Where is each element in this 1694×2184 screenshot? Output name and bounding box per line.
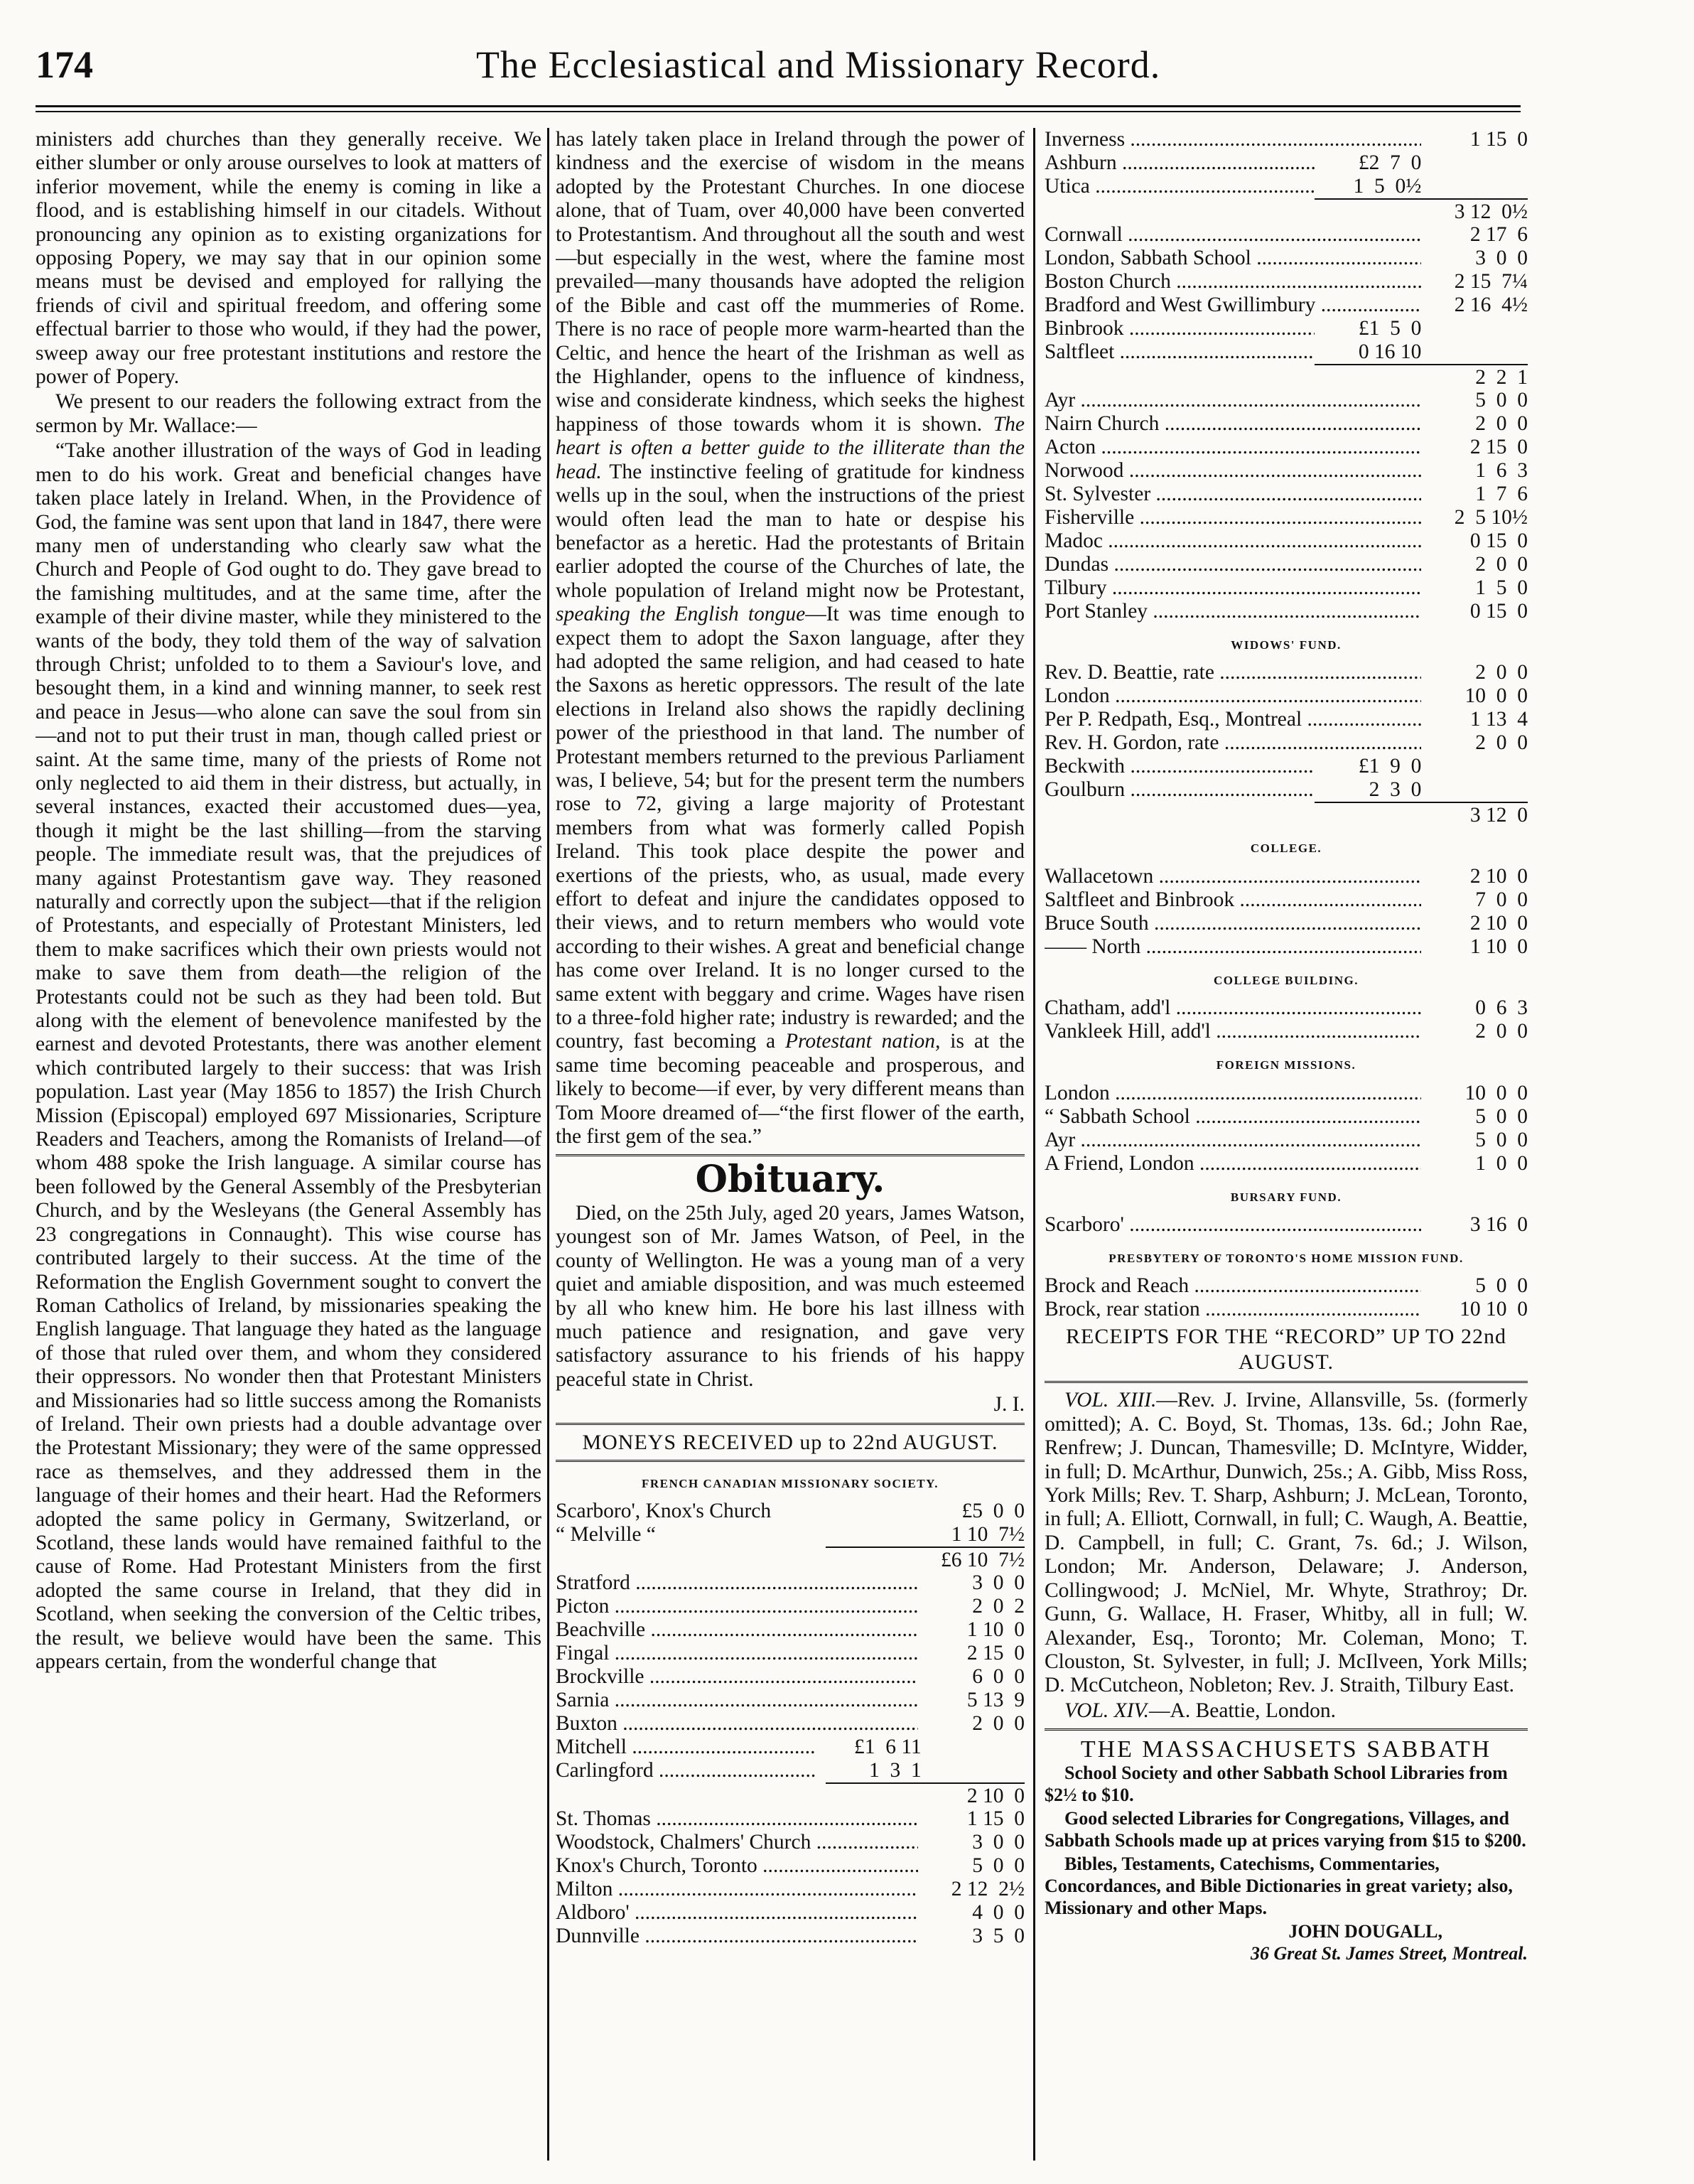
receipt-label: Chatham, add'l ..... [1045, 996, 1421, 1020]
receipt-amount: 2 10 0 [1469, 911, 1528, 935]
receipt-amount: 2 5 10½ [1454, 506, 1528, 529]
receipt-label: Milton ..... [556, 1878, 918, 1901]
receipt-amount: 10 10 0 [1460, 1298, 1528, 1321]
receipt-label: Inverness ..... [1045, 128, 1421, 151]
receipts-sublist [1045, 317, 1528, 364]
advertisement-text: Good selected Libraries for Congregations, Villages, and Sabbath Schools made up at prices varying from $15 to $200. [1045, 1807, 1526, 1851]
advertiser-address: 36 Great St. James Street, Montreal. [1250, 1942, 1528, 1964]
receipts-text: —A. Beattie, London. [1149, 1699, 1337, 1722]
receipt-row [1045, 1082, 1528, 1105]
receipt-row [1045, 912, 1528, 935]
receipt-amount: 2 0 0 [1475, 412, 1528, 435]
receipt-row [1045, 412, 1528, 436]
page-number: 174 [36, 43, 93, 86]
receipt-label: Brock and Reach ..... [1045, 1274, 1421, 1298]
receipt-amount: 2 0 2 [972, 1595, 1025, 1618]
subtotal: £6 10 7½ [826, 1546, 1025, 1571]
page-header [36, 43, 1521, 107]
receipt-amount: £2 7 0 [1358, 151, 1422, 174]
column-2 [556, 128, 1025, 2161]
advertisement-heading: THE MASSACHUSETS SABBATH [1080, 1736, 1492, 1763]
receipt-amount: 1 10 0 [1469, 935, 1528, 958]
receipt-amount: 2 0 0 [972, 1712, 1025, 1736]
receipt-amount: 10 0 0 [1464, 1081, 1528, 1104]
receipt-amount: 3 0 0 [1475, 247, 1528, 269]
receipt-amount: 0 15 0 [1469, 529, 1528, 552]
receipt-row [556, 1571, 1025, 1595]
receipts-list [556, 1571, 1025, 1736]
receipt-label: London ..... [1045, 684, 1421, 708]
receipt-label: Binbrook ..... [1045, 317, 1315, 340]
receipt-amount: £1 9 0 [1358, 755, 1422, 778]
receipt-label: Dunnville ..... [556, 1925, 918, 1948]
receipt-amount: 5 13 9 [966, 1689, 1025, 1712]
receipt-label: —— North ..... [1045, 935, 1421, 959]
receipt-label: Bradford and West Gwillimbury ..... [1045, 294, 1421, 317]
receipt-row [556, 1831, 1025, 1854]
widows-sublist [1045, 755, 1528, 802]
receipt-row [1045, 340, 1421, 364]
receipt-row [1045, 661, 1528, 684]
advertiser-name: JOHN DOUGALL, [1288, 1920, 1442, 1942]
bursary-list [1045, 1213, 1528, 1237]
receipt-amount: 2 0 0 [1475, 553, 1528, 576]
paragraph: ministers add churches than they generally receive. We either slumber or only arouse ourselves to look at matters of inferior movement, while the enemy is coming in like a flood, and is establishing himself in our citadels. Without pronouncing any opinion as to existing organizations for opposing Popery, we may say that in our opinion some means must be devised and employed for rallying the friends of civil and spiritual freedom, and offering some effectual barrier to those who would, if they had the power, sweep away our free protestant institutions and restore the power of Popery. [36, 128, 541, 389]
receipt-amount: £5 0 0 [961, 1500, 1025, 1523]
receipt-label: Saltfleet and Binbrook ..... [1045, 888, 1421, 912]
receipt-label: Ayr ..... [1045, 1129, 1421, 1152]
receipt-label: Tilbury ..... [1045, 576, 1421, 600]
receipt-amount: 2 10 0 [1469, 864, 1528, 888]
section-rule [1045, 1728, 1528, 1731]
receipt-amount: 1 15 0 [1469, 128, 1528, 151]
receipts-list [1045, 389, 1528, 623]
receipt-amount: 4 0 0 [972, 1901, 1025, 1925]
receipt-label: Norwood ..... [1045, 459, 1421, 483]
text-run: is at the same time becoming peaceable and prosperous, and likely to become—if ever, by very different means than Tom Moore dreamed of—“the first flower of the earth, the first gem of the sea.” [556, 1030, 1025, 1149]
receipt-label: Scarboro', Knox's Church [556, 1500, 772, 1523]
receipt-label: “ Sabbath School ..... [1045, 1105, 1421, 1129]
receipt-amount: 10 0 0 [1464, 684, 1528, 708]
receipt-amount: 2 0 0 [1475, 731, 1528, 755]
receipt-amount: 1 10 7½ [951, 1523, 1025, 1546]
receipt-amount: 5 0 0 [1475, 1274, 1528, 1298]
fund-heading: FRENCH CANADIAN MISSIONARY SOCIETY. [641, 1476, 939, 1490]
section-rule [556, 1154, 1025, 1156]
presbytery-list [1045, 1274, 1528, 1321]
receipt-row [1045, 247, 1528, 270]
receipt-row [1045, 553, 1528, 576]
receipt-row [556, 1523, 1025, 1546]
volume-label: VOL. XIV. [1064, 1699, 1150, 1722]
receipts-heading: RECEIPTS FOR THE “RECORD” UP TO 22nd AUGUST. [1066, 1325, 1506, 1375]
receipt-amount: 2 15 0 [1469, 436, 1528, 458]
receipt-amount: 1 3 1 [869, 1759, 922, 1782]
receipt-row [1045, 996, 1528, 1020]
receipt-row [556, 1595, 1025, 1618]
receipt-amount: 1 6 3 [1475, 459, 1528, 482]
receipt-label: Picton ..... [556, 1595, 918, 1618]
receipt-label: “ Melville “ [556, 1523, 656, 1546]
receipt-amount: 5 0 0 [1475, 1104, 1528, 1128]
receipt-label: Bruce South ..... [1045, 912, 1421, 935]
advertisement [1045, 1762, 1528, 1964]
receipt-row [556, 1500, 1025, 1523]
subtotal: 2 10 0 [826, 1782, 1025, 1807]
receipt-label: Beachville ..... [556, 1618, 918, 1642]
receipt-label: Woodstock, Chalmers' Church ..... [556, 1831, 918, 1854]
receipt-label: Aldboro' ..... [556, 1901, 918, 1925]
receipt-amount: 1 7 6 [1475, 483, 1528, 505]
receipt-row [556, 1901, 1025, 1925]
column-3 [1045, 128, 1528, 2161]
fund-heading: COLLEGE BUILDING. [1213, 973, 1359, 987]
receipt-amount: 3 0 0 [972, 1831, 1025, 1854]
receipt-row [1045, 755, 1421, 778]
receipt-row [556, 1618, 1025, 1642]
receipt-label: Rev. D. Beattie, rate ..... [1045, 661, 1421, 684]
receipt-row [1045, 888, 1528, 912]
receipt-amount: 6 0 0 [972, 1665, 1025, 1689]
receipt-row [1045, 270, 1528, 294]
receipt-amount: 2 12 2½ [951, 1878, 1025, 1901]
receipt-label: Stratford ..... [556, 1571, 918, 1595]
receipt-row [1045, 684, 1528, 708]
receipt-label: Madoc ..... [1045, 529, 1421, 553]
receipt-label: Utica ..... [1045, 175, 1315, 198]
running-title: The Ecclesiastical and Missionary Record. [476, 43, 1161, 86]
receipt-label: Carlingford ..... [556, 1759, 815, 1782]
receipt-amount: 1 5 0½ [1353, 175, 1422, 198]
receipt-amount: 2 0 0 [1475, 1020, 1528, 1043]
receipt-label: Acton ..... [1045, 436, 1421, 459]
receipt-amount: 3 5 0 [972, 1925, 1025, 1948]
receipt-amount: 3 0 0 [972, 1571, 1025, 1595]
receipt-row [556, 1854, 1025, 1878]
receipt-row [556, 1712, 1025, 1736]
receipt-row [1045, 865, 1528, 888]
fund-heading: COLLEGE. [1250, 841, 1322, 856]
receipt-row [1045, 1152, 1528, 1176]
receipt-row [1045, 506, 1528, 529]
receipt-amount: 3 16 0 [1469, 1213, 1528, 1237]
receipt-row [556, 1665, 1025, 1689]
receipt-row [1045, 459, 1528, 483]
section-rule [1045, 1381, 1528, 1383]
receipt-label: St. Sylvester ..... [1045, 483, 1421, 506]
receipt-label: Buxton ..... [556, 1712, 918, 1736]
subtotal: 2 2 1 [1315, 364, 1528, 389]
text-run: has lately taken place in Ireland through the power of kindness and the exercise of wisdom in the means adopted by the Protestant Churches. In one diocese alone, that of Tuam, over 40,000 have been converted to Protestantism. And throughout all the south and west—but especially in the west, where the famine most prevailed—many thousands have adopted the religion of the Bible and cast off the mummeries of Rome. There is no race of people more warm-hearted than the Celtic, and hence the heart of the Irishman as well as the Highlander, opens to the influence of kindness, wise and considerate kindness, which seeks the highest happiness of those towards whom it is shown. [556, 128, 1025, 436]
receipt-row [556, 1689, 1025, 1712]
subtotal: 3 12 0 [1315, 802, 1528, 827]
widows-list [1045, 661, 1528, 755]
column-divider-2 [1033, 128, 1035, 2161]
receipt-row [1045, 935, 1528, 959]
receipt-label: Nairn Church ..... [1045, 412, 1421, 436]
receipt-row [1045, 1129, 1528, 1152]
quotation: “Take another illustration of the ways of God in leading men to do his work. Great and beneficial changes have taken place lately in Ireland. When, in the Providence of God, the famine was sent upon that land in 1847, there were many men of understanding who clearly saw what the Church and People of God ought to do. They gave bread to the famishing multitudes, and at the same time, after the example of their divine master, while they ministered to the wants of the body, they told them of the way of salvation through Christ; unfolded to to them a Saviour's love, and besought them, in a kind and winning manner, to seek rest and peace in Jesus—who alone can save the soul from sin—and not to put their trust in man, though called priest or saint. At the same time, many of the priests of Rome not only neglected to aid them in their distress, but actually, in several instances, exacted their accustomed dues—yea, though it might be the last shilling—from the starving people. The immediate result was, that the prejudices of many against Protestantism gave way. They reasoned naturally and correctly upon the subject—that if the religion of Protestants, and especially of Protestant Ministers, led them to make sacrifices which their own priests would not make to save them from death—the religion of the Protestants could not be such as they had been told. But along with the element of benevolence manifested by the earnest and devoted Protestants, there was another element which contributed largely to their success: that was Irish population. Last year (May 1856 to 1857) the Irish Church Mission (Episcopal) employed 697 Missionaries, Scripture Readers and Teachers, among the Romanists of Ireland—of whom 488 spoke the Irish language. A similar course has been followed by the General Assembly of the Presbyterian Church, and by the Wesleyans (the General Assembly has 23 congregations in Connaught). This wise course has contributed largely to their success. At the time of the Reformation the English Government sought to convert the Roman Catholics of Ireland, by missionaries speaking the English language. That language they hated as the language of those that ruled over them, and whom they considered their oppressors. No wonder then that Protestant Ministers and Missionaries had so little success among the Romanists of Ireland. Their own priests had a double advantage over the Protestant Missionary; they were of the same oppressed race as themselves, and they addressed them in the language of their homes and their heart. Had the Reformers adopted the same policy in Germany, Switzerland, or Scotland, these lands would have remained faithful to the cause of Rome. Had Protestant Ministers from the first adopted the same course in Ireland, that they did in Scotland, when seeking the conversion of the Celtic tribes, the result, we believe would have been the same. This appears certain, from the wonderful change that [36, 439, 541, 1673]
receipt-row [556, 1807, 1025, 1831]
text-run: —It was time enough to expect them to adopt the Saxon language, after they had adopted the same religion, and had ceased to hate the Saxons as heretic oppressors. The result of the late elections in Ireland also shows the rapidly declining power of the priesthood in that land. The number of Protestant members returned to the previous Parliament was, I believe, 54; but for the present term the numbers rose to 72, giving a large majority of Protestant members from what was formerly called Popish Ireland. This took place despite the power and exertions of the priests, who, as usual, made every effort to defeat and injure the candidates opposed to their views, and to return members who would vote according to their wishes. A great and beneficial change has come over Ireland. It is no longer cursed to the same extent with beggary and crime. Wages have risen to a three-fold higher rate; industry is rewarded; and the country, fast becoming a [556, 603, 1025, 1053]
receipt-row [1045, 223, 1528, 247]
receipt-row [1045, 1274, 1528, 1298]
receipt-row [1045, 317, 1421, 340]
italic-text: speaking the English tongue [556, 603, 806, 626]
receipt-label: Fisherville ..... [1045, 506, 1421, 529]
receipt-row [1045, 389, 1528, 412]
text-run: The instinctive feeling of gratitude for kindness wells up in the soul, when the instructions of the priest would often lead the man to hate or despise his benefactor as a heretic. Had the protestants of Britain earlier adopted the course of the Churches of late, the whole population of Ireland might now be Protestant, [556, 460, 1025, 602]
receipt-amount: 1 5 0 [1475, 576, 1528, 599]
receipt-amount: 1 10 0 [966, 1618, 1025, 1642]
receipts-list [556, 1807, 1025, 1948]
receipt-amount: 7 0 0 [1475, 888, 1528, 911]
section-rule [556, 1423, 1025, 1425]
receipt-row [556, 1925, 1025, 1948]
receipt-label: Mitchell ..... [556, 1736, 815, 1759]
advertisement-text: Bibles, Testaments, Catechisms, Commentaries, Concordances, and Bible Dictionaries in great variety; also, Missionary and other Maps. [1045, 1853, 1513, 1918]
receipt-amount: 0 15 0 [1469, 600, 1528, 623]
receipt-row [1045, 483, 1528, 506]
receipt-row [556, 1642, 1025, 1665]
receipt-amount: £1 6 11 [854, 1736, 922, 1759]
receipt-row [1045, 175, 1421, 198]
volume-label: VOL. XIII. [1064, 1389, 1157, 1412]
receipt-amount: 2 3 0 [1369, 778, 1422, 802]
italic-text: Protestant nation, [785, 1030, 941, 1053]
obituary-heading: Obituary. [695, 1158, 885, 1202]
receipt-amount: 1 0 0 [1475, 1151, 1528, 1175]
receipt-label: Ayr ..... [1045, 389, 1421, 412]
receipt-row [1045, 128, 1528, 151]
receipt-amount: 5 0 0 [972, 1854, 1025, 1878]
obituary-text: Died, on the 25th July, aged 20 years, James Watson, youngest son of Mr. James Watson, of Peel, in the county of Wellington. He was a young man of a very quiet and amiable disposition, and was much esteemed by all who knew him. He bore his last illness with much patience and resignation, and gave very satisfactory assurance to his friends of his happy peaceful state in Christ. [556, 1201, 1025, 1391]
receipt-amount: 5 0 0 [1475, 1128, 1528, 1151]
building-list [1045, 996, 1528, 1043]
receipt-label: London ..... [1045, 1082, 1421, 1105]
receipt-row [1045, 294, 1528, 317]
receipt-label: Knox's Church, Toronto ..... [556, 1854, 918, 1878]
receipt-row [1045, 151, 1421, 175]
receipt-amount: 2 15 7¼ [1454, 270, 1528, 293]
receipt-amount: 2 0 0 [1475, 661, 1528, 684]
receipt-amount: 2 15 0 [966, 1642, 1025, 1665]
receipt-row [1045, 708, 1528, 731]
receipt-row [1045, 1020, 1528, 1043]
receipt-label: Saltfleet ..... [1045, 340, 1315, 364]
receipts-sublist [556, 1736, 1025, 1782]
receipts-list [1045, 128, 1528, 151]
receipt-label: Fingal ..... [556, 1642, 918, 1665]
fund-heading: FOREIGN MISSIONS. [1216, 1058, 1356, 1072]
receipt-label: Vankleek Hill, add'l ..... [1045, 1020, 1421, 1043]
receipt-label: Scarboro' ..... [1045, 1213, 1421, 1237]
receipt-row [1045, 576, 1528, 600]
moneys-heading: MONEYS RECEIVED up to 22nd AUGUST. [582, 1430, 998, 1454]
receipt-amount: 2 16 4½ [1454, 294, 1528, 316]
receipt-label: Wallacetown ..... [1045, 865, 1421, 888]
receipt-label: St. Thomas ..... [556, 1807, 918, 1831]
receipt-amount: 0 16 10 [1358, 340, 1422, 363]
receipt-row [1045, 731, 1528, 755]
receipt-label: Brock, rear station ..... [1045, 1298, 1421, 1321]
receipt-row [1045, 1105, 1528, 1129]
receipt-row [1045, 778, 1421, 802]
receipt-row [556, 1878, 1025, 1901]
header-rule-top [36, 105, 1521, 107]
subtotal: 3 12 0½ [1315, 198, 1528, 223]
receipts-text: —Rev. J. Irvine, Allansville, 5s. (formerly omitted); A. C. Boyd, St. Thomas, 13s. 6d.; John Rae, Renfrew; J. Duncan, Thamesville; D. McIntyre, Widder, in full; D. McArthur, Dunwich, 25s.; A. Gibb, Miss Ross, York Mills; Rev. T. Sharp, Ashburn; J. McLean, Toronto, in full; A. Elliott, Cornwall, in full; C. Waugh, A. Beattie, D. Campbell, in full; C. Grant, 7s. 6d.; J. Wilson, London; Mr. Anderson, Delaware; J. Anderson, Collingwood; J. McNiel, Mr. Whyte, Strathroy; Dr. Gunn, G. Wallace, H. Fraser, Whitby, all in full; W. Alexander, Esq., Toronto; Mr. Coleman, Mono; T. Clouston, St. Sylvester, in full; J. McIlveen, York Mills; D. McCutcheon, Nobleton; Rev. J. Straith, Tilbury East. [1045, 1389, 1528, 1697]
foreign-list [1045, 1082, 1528, 1176]
header-rule-bottom [36, 111, 1521, 112]
receipt-label: Per P. Redpath, Esq., Montreal ..... [1045, 708, 1421, 731]
french-list [556, 1500, 1025, 1546]
receipt-amount: 2 17 6 [1469, 223, 1528, 246]
receipt-row [1045, 529, 1528, 553]
section-rule [556, 1460, 1025, 1462]
receipts-sublist [1045, 151, 1528, 198]
receipt-amount: 1 13 4 [1469, 708, 1528, 731]
receipts-paragraph [1045, 1699, 1528, 1723]
receipts-list [1045, 223, 1528, 317]
obituary-signature: J. I. [993, 1393, 1025, 1416]
italic-text: The heart is often a better guide to the illiterate than the head. [556, 412, 1025, 483]
paragraph: We present to our readers the following extract from the sermon by Mr. Wallace:— [36, 390, 541, 437]
receipt-label: Goulburn ..... [1045, 778, 1315, 802]
receipt-label: Dundas ..... [1045, 553, 1421, 576]
receipt-label: A Friend, London ..... [1045, 1152, 1421, 1176]
receipt-row [556, 1759, 922, 1782]
receipt-label: Port Stanley ..... [1045, 600, 1421, 623]
receipt-label: Beckwith ..... [1045, 755, 1315, 778]
advertisement-text: School Society and other Sabbath School Libraries from $2½ to $10. [1045, 1762, 1508, 1805]
receipt-label: Ashburn ..... [1045, 151, 1315, 175]
receipt-row [1045, 436, 1528, 459]
fund-heading: BURSARY FUND. [1230, 1190, 1342, 1204]
fund-heading: PRESBYTERY OF TORONTO'S HOME MISSION FUND. [1108, 1252, 1464, 1266]
receipt-amount: 0 6 3 [1475, 996, 1528, 1020]
receipt-row [1045, 1298, 1528, 1321]
receipt-label: Boston Church ..... [1045, 270, 1421, 294]
receipts-paragraph [1045, 1389, 1528, 1697]
receipt-row [1045, 1213, 1528, 1237]
receipt-label: London, Sabbath School ..... [1045, 247, 1421, 270]
receipt-label: Sarnia ..... [556, 1689, 918, 1712]
receipt-row [1045, 600, 1528, 623]
receipt-label: Rev. H. Gordon, rate ..... [1045, 731, 1421, 755]
receipt-amount: £1 5 0 [1358, 317, 1422, 340]
receipt-amount: 1 15 0 [966, 1807, 1025, 1831]
receipt-label: Cornwall ..... [1045, 223, 1421, 247]
column-1 [36, 128, 541, 2161]
receipt-amount: 5 0 0 [1475, 389, 1528, 411]
college-list [1045, 865, 1528, 959]
receipt-label: Brockville ..... [556, 1665, 918, 1689]
fund-heading: WIDOWS' FUND. [1231, 638, 1342, 652]
receipt-row [556, 1736, 922, 1759]
paragraph [556, 128, 1025, 1149]
column-divider-1 [547, 128, 549, 2161]
